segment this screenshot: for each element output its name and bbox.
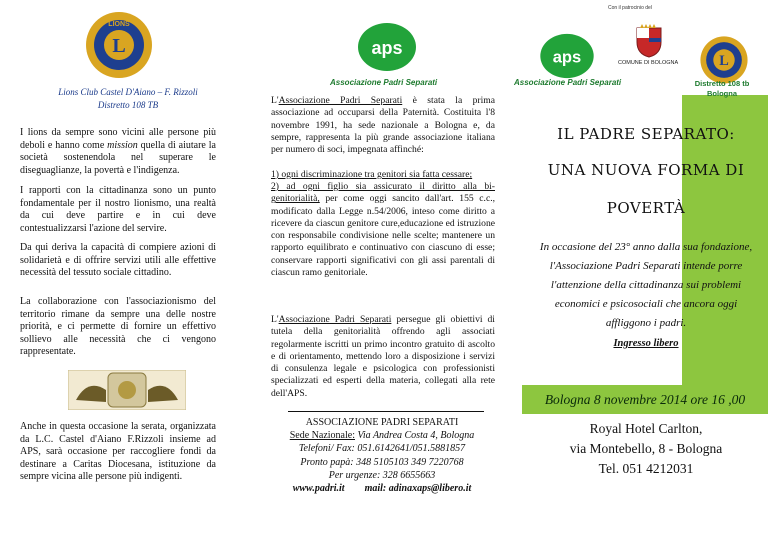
contact-divider: [288, 411, 484, 412]
title-line-3: POVERTÀ: [606, 199, 686, 217]
event-intro: In occasione del 23° anno dalla sua fondazione, l'Associazione Padri Separati intende porre l'attenzione della cittadinanza sui problemi economici e psicosociali che ancora oggi affliggono i padri.: [539, 241, 753, 329]
aps-name: Associazione Padri Separati: [278, 95, 403, 106]
lions-paragraph-5: Anche in questa occasione la serata, organizzata da L.C. Castel d'Aiano F.Rizzoli insieme ad APS, sarà occasione per raccogliere fondi da destinare a Caritas Diocesana, istituzione da sempre vicina alle persone più indigenti.: [20, 421, 216, 482]
contact-phone: Telefoni/ Fax: 051.6142641/051.5881857: [298, 443, 466, 455]
comune-crest-icon: [634, 24, 664, 58]
comune-label: COMUNE DI BOLOGNA: [618, 60, 679, 66]
district-label: Distretto 108 tb Bologna: [694, 79, 750, 98]
lions-paragraph-1: I lions da sempre sono vicini alle persone più deboli e hanno come mission quella di aiutare la società sostenendola nel superare le diseguaglianze, la povertà e l'indigenza.: [20, 127, 216, 176]
goal-1: 1) ogni discriminazione tra genitori sia fatta cessare;: [271, 169, 473, 180]
lions-paragraph-3: Da qui deriva la capacità di compiere azioni di solidarietà e di offrire servizi utili alle effettive necessità del tessuto sociale cittadino.: [20, 242, 216, 278]
venue-phone: Tel. 051 4212031: [598, 461, 694, 476]
email-link[interactable]: mail: adinaxaps@libero.it: [364, 483, 472, 495]
lions-logo-text: LIONS: [108, 21, 130, 28]
contact-sede: Sede Nazionale: Via Andrea Costa 4, Bologna: [289, 430, 475, 442]
contact-web-mail: [266, 482, 498, 495]
contact-title: ASSOCIAZIONE PADRI SEPARATI: [305, 417, 459, 428]
free-entry: Ingresso libero: [613, 338, 679, 349]
event-date-banner: [522, 385, 768, 414]
contact-urgenze: Per urgenze: 328 6655663: [328, 469, 436, 481]
aps-services: L'Associazione Padri Separati persegue gli obiettivi di tutela della genitorialità offrendo agli associati regolarmente iscritti un primo incontro gratuito di ascolto e di orientamento, mettendo loro a disposizione i servizi di consulenza legale e psicologica con professionisti specializzati ed esperti della materia, collegati alla rete dell'APS.: [271, 314, 495, 399]
lions-paragraph-2: I rapporti con la cittadinanza sono un punto fondamentale per il nostro lionismo, una realtà da cui deve partire e in cui deve contestualizzarsi l'azione del servire.: [20, 185, 216, 234]
svg-text:aps: aps: [552, 47, 582, 67]
aps-logo-right: [539, 33, 595, 79]
aps-logo-left: [357, 22, 417, 72]
venue-address: via Montebello, 8 - Bologna: [569, 441, 723, 456]
aps-logo-text: aps: [371, 38, 403, 58]
lions-logo-letter: L: [112, 35, 126, 57]
contact-pronto: Pronto papà: 348 5105103 349 7220768: [300, 456, 464, 468]
goal-2: 2) ad ogni figlio sia assicurato il diritto alla bi-genitorialità, per come oggi sancito dall'art. 155 c.c., modificato dalla Legge n.54/2006, inteso come diritto a ricevere da ciascun genitore cure,educazione ed istruzione con responsabile condivisione nelle scelte; mantenere un rapporto equilibrato e continuativo con ciascuno di esse; conservare rapporti significativi con gli assi parentali di ciascun ramo genitoriale.: [271, 181, 495, 279]
aps-caption-left: Associazione Padri Separati: [330, 78, 438, 87]
aps-name-2: Associazione Padri Separati: [278, 314, 392, 325]
mission-word: mission: [107, 139, 138, 151]
website-link[interactable]: www.padri.it: [292, 483, 345, 495]
club-line1: Lions Club Castel D'Aiano – F. Rizzoli: [58, 87, 198, 97]
lions-paragraph-4: La collaborazione con l'associazionismo del territorio rimane da sempre una delle nostre priorità, e ci permette di fornire un effettivo sollievo alle necessità che ci vengono rappresentate.: [20, 296, 216, 357]
venue-block: [530, 419, 762, 479]
venue-name: Royal Hotel Carlton,: [589, 421, 703, 436]
club-name: [0, 86, 256, 112]
svg-text:L: L: [719, 53, 729, 69]
aps-caption-right: Associazione Padri Separati: [514, 78, 622, 87]
patronage-text: Con il patrocinio del: [608, 5, 652, 11]
lions-club-logo: [84, 10, 154, 80]
club-line2: Distretto 108 TB: [97, 100, 159, 110]
aps-intro: L'Associazione Padri Separati è stata la prima associazione ad occuparsi della Paternità. Costituita l'8 novembre 1991, ha sede nazionale a Bologna e, da sempre, rappresenta la più grande associazione italiana per numero di soci, impegnata affinché:: [271, 95, 495, 156]
event-date: Bologna 8 novembre 2014 ore 16 ,00: [544, 392, 746, 407]
title-line-2: UNA NUOVA FORMA DI: [547, 161, 745, 179]
lions-logo-right: [699, 35, 749, 85]
contact-block: [266, 416, 498, 495]
title-line-1: IL PADRE SEPARATO:: [557, 125, 735, 143]
solidarity-image: [68, 370, 186, 410]
left-panel: [0, 0, 256, 543]
